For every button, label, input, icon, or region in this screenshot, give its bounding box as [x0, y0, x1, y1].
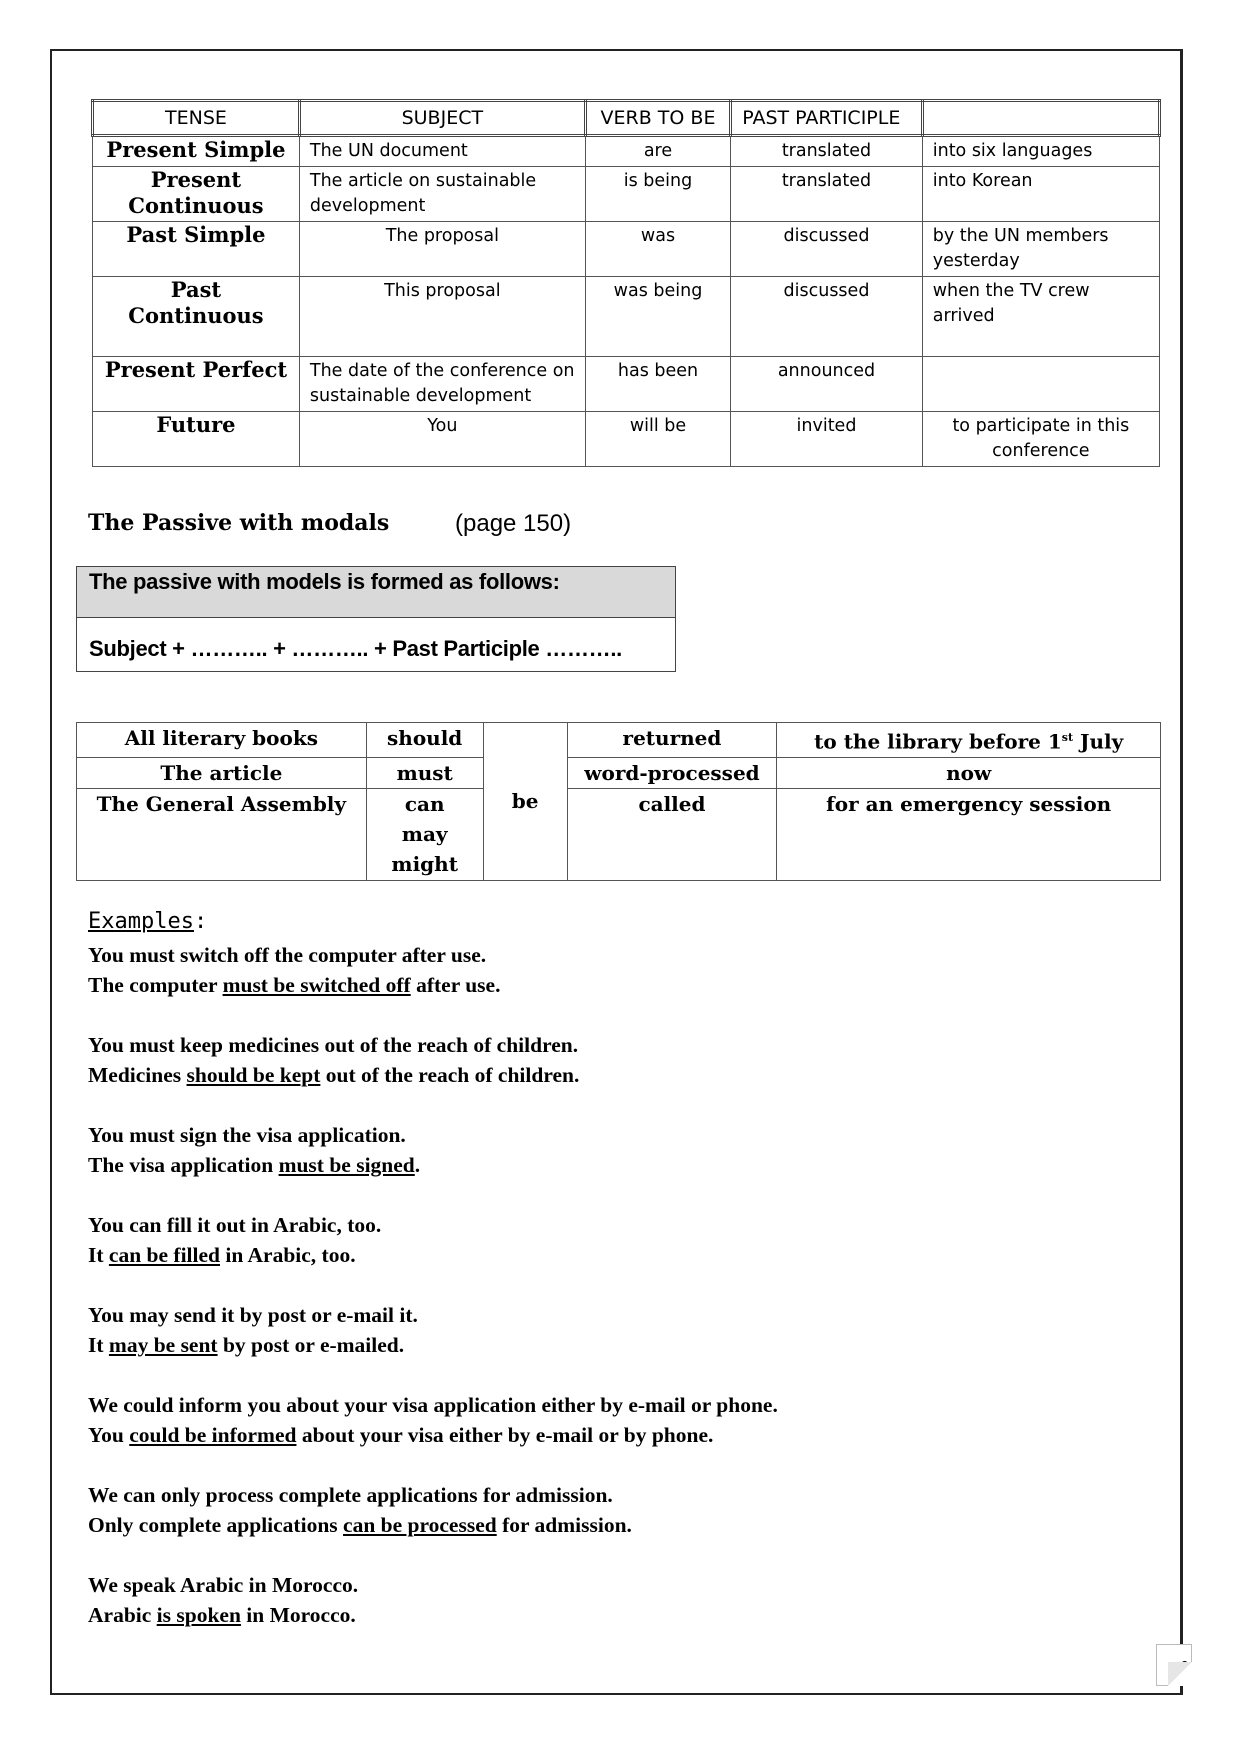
modal-participle: word-processed: [567, 757, 777, 788]
subject-cell: You: [299, 412, 585, 467]
passive-text: for admission.: [496, 1513, 632, 1537]
complement-cell: to participate in this conference: [922, 412, 1159, 467]
passive-text: .: [414, 1153, 421, 1177]
passive-text: in Arabic, too.: [220, 1243, 356, 1267]
passive-verb: can be filled: [108, 1243, 220, 1267]
tense-name: Future: [93, 412, 300, 467]
passive-sentence: [88, 1150, 778, 1180]
complement-cell: into six languages: [922, 136, 1159, 167]
formula-text: Subject + ……….. + ……….. + Past Participle ………..: [89, 636, 622, 661]
modal-verb: can: [404, 791, 445, 816]
passive-sentence: [88, 970, 778, 1000]
tense-name: Present Continuous: [93, 167, 300, 222]
examples-heading: [88, 909, 207, 934]
verb-cell: was being: [585, 277, 730, 357]
example-pair: [88, 940, 778, 1000]
verb-cell: will be: [585, 412, 730, 467]
participle-cell: announced: [731, 357, 923, 412]
examples-list: [88, 940, 778, 1660]
passive-sentence: [88, 1420, 778, 1450]
subject-cell: The date of the conference on sustainable development: [299, 357, 585, 412]
subject-cell: This proposal: [299, 277, 585, 357]
passive-sentence: [88, 1600, 778, 1630]
modal-subject: The General Assembly: [77, 788, 367, 880]
complement-text: July: [1073, 729, 1124, 754]
tense-name: Past Simple: [93, 222, 300, 277]
modal-participle: returned: [567, 723, 777, 758]
passive-verb: must be signed: [278, 1153, 415, 1177]
tense-table: [91, 99, 1161, 467]
modal-be: be: [483, 723, 567, 881]
participle-cell: translated: [731, 167, 923, 222]
modal-verb: may: [401, 821, 448, 846]
modal-verb: might: [391, 851, 458, 876]
subject-cell: The UN document: [299, 136, 585, 167]
passive-text: Arabic: [88, 1603, 157, 1627]
active-sentence: You may send it by post or e-mail it.: [88, 1303, 418, 1327]
complement-cell: into Korean: [922, 167, 1159, 222]
tense-name: Past Continuous: [93, 277, 300, 357]
passive-sentence: [88, 1330, 778, 1360]
active-sentence: We can only process complete applications for admission.: [88, 1483, 613, 1507]
participle-cell: discussed: [731, 277, 923, 357]
complement-cell: when the TV crew arrived: [922, 277, 1159, 357]
passive-text: about your visa either by e-mail or by phone.: [296, 1423, 714, 1447]
modal-complement: for an emergency session: [777, 788, 1161, 880]
active-sentence: We speak Arabic in Morocco.: [88, 1573, 359, 1597]
header-past-participle: PAST PARTICIPLE: [731, 101, 923, 136]
examples-colon: :: [193, 909, 208, 934]
subject-cell: The article on sustainable development: [299, 167, 585, 222]
verb-cell: was: [585, 222, 730, 277]
passive-text: by post or e-mailed.: [217, 1333, 405, 1357]
modal-verb: must: [366, 757, 483, 788]
examples-label: Examples: [88, 909, 194, 934]
example-pair: [88, 1390, 778, 1450]
tense-name: Present Simple: [93, 136, 300, 167]
table-row: [77, 788, 1161, 880]
passive-sentence: [88, 1510, 778, 1540]
active-sentence: You can fill it out in Arabic, too.: [88, 1213, 382, 1237]
modal-complement: now: [777, 757, 1161, 788]
passive-text: It: [88, 1333, 109, 1357]
formula-box: [76, 566, 676, 672]
complement-cell: [922, 357, 1159, 412]
table-row: [93, 412, 1160, 467]
formula-title: The passive with models is formed as follows:: [77, 567, 675, 618]
passive-text: Medicines: [88, 1063, 187, 1087]
active-sentence: You must sign the visa application.: [88, 1123, 406, 1147]
passive-text: out of the reach of children.: [320, 1063, 580, 1087]
complement-cell: by the UN members yesterday: [922, 222, 1159, 277]
table-row: [77, 723, 1161, 758]
passive-sentence: [88, 1240, 778, 1270]
verb-cell: has been: [585, 357, 730, 412]
tense-name: Present Perfect: [93, 357, 300, 412]
passive-verb: may be sent: [108, 1333, 218, 1357]
passive-text: in Morocco.: [240, 1603, 356, 1627]
passive-text: The visa application: [88, 1153, 279, 1177]
table-row: [93, 222, 1160, 277]
verb-cell: is being: [585, 167, 730, 222]
header-subject: SUBJECT: [299, 101, 585, 136]
example-pair: [88, 1030, 778, 1090]
example-pair: [88, 1570, 778, 1630]
passive-text: Only complete applications: [88, 1513, 344, 1537]
header-tense: TENSE: [93, 101, 300, 136]
example-pair: [88, 1300, 778, 1360]
active-sentence: We could inform you about your visa application either by e-mail or phone.: [88, 1393, 778, 1417]
participle-cell: discussed: [731, 222, 923, 277]
passive-verb: must be switched off: [222, 973, 411, 997]
table-row: [93, 357, 1160, 412]
subject-cell: The proposal: [299, 222, 585, 277]
table-row: [93, 277, 1160, 357]
passive-text: after use.: [410, 973, 501, 997]
table-row: [77, 757, 1161, 788]
passive-sentence: [88, 1060, 778, 1090]
passive-text: The computer: [88, 973, 223, 997]
passive-verb: can be processed: [343, 1513, 497, 1537]
modal-verb: should: [366, 723, 483, 758]
modals-heading: The Passive with modals: [88, 510, 390, 536]
passive-verb: is spoken: [156, 1603, 241, 1627]
modal-table: [76, 722, 1161, 881]
complement-text: to the library before 1: [814, 729, 1062, 754]
example-pair: [88, 1210, 778, 1270]
header-verb-to-be: VERB TO BE: [585, 101, 730, 136]
participle-cell: invited: [731, 412, 923, 467]
modal-subject: All literary books: [77, 723, 367, 758]
passive-verb: could be informed: [129, 1423, 297, 1447]
table-row: [93, 136, 1160, 167]
superscript-st: st: [1061, 731, 1074, 744]
modal-participle: called: [567, 788, 777, 880]
header-empty: [922, 101, 1159, 136]
example-pair: [88, 1120, 778, 1180]
verb-cell: are: [585, 136, 730, 167]
passive-text: It: [88, 1243, 109, 1267]
tense-table-header: [93, 101, 1160, 136]
passive-text: You: [88, 1423, 130, 1447]
modal-subject: The article: [77, 757, 367, 788]
passive-verb: should be kept: [186, 1063, 321, 1087]
active-sentence: You must switch off the computer after use.: [88, 943, 487, 967]
page-number: 2: [1156, 1644, 1192, 1686]
active-sentence: You must keep medicines out of the reach of children.: [88, 1033, 579, 1057]
page-reference: (page 150): [455, 510, 572, 537]
table-row: [93, 167, 1160, 222]
modal-verb-list: [366, 788, 483, 880]
example-pair: [88, 1480, 778, 1540]
modal-complement: [777, 723, 1161, 758]
participle-cell: translated: [731, 136, 923, 167]
